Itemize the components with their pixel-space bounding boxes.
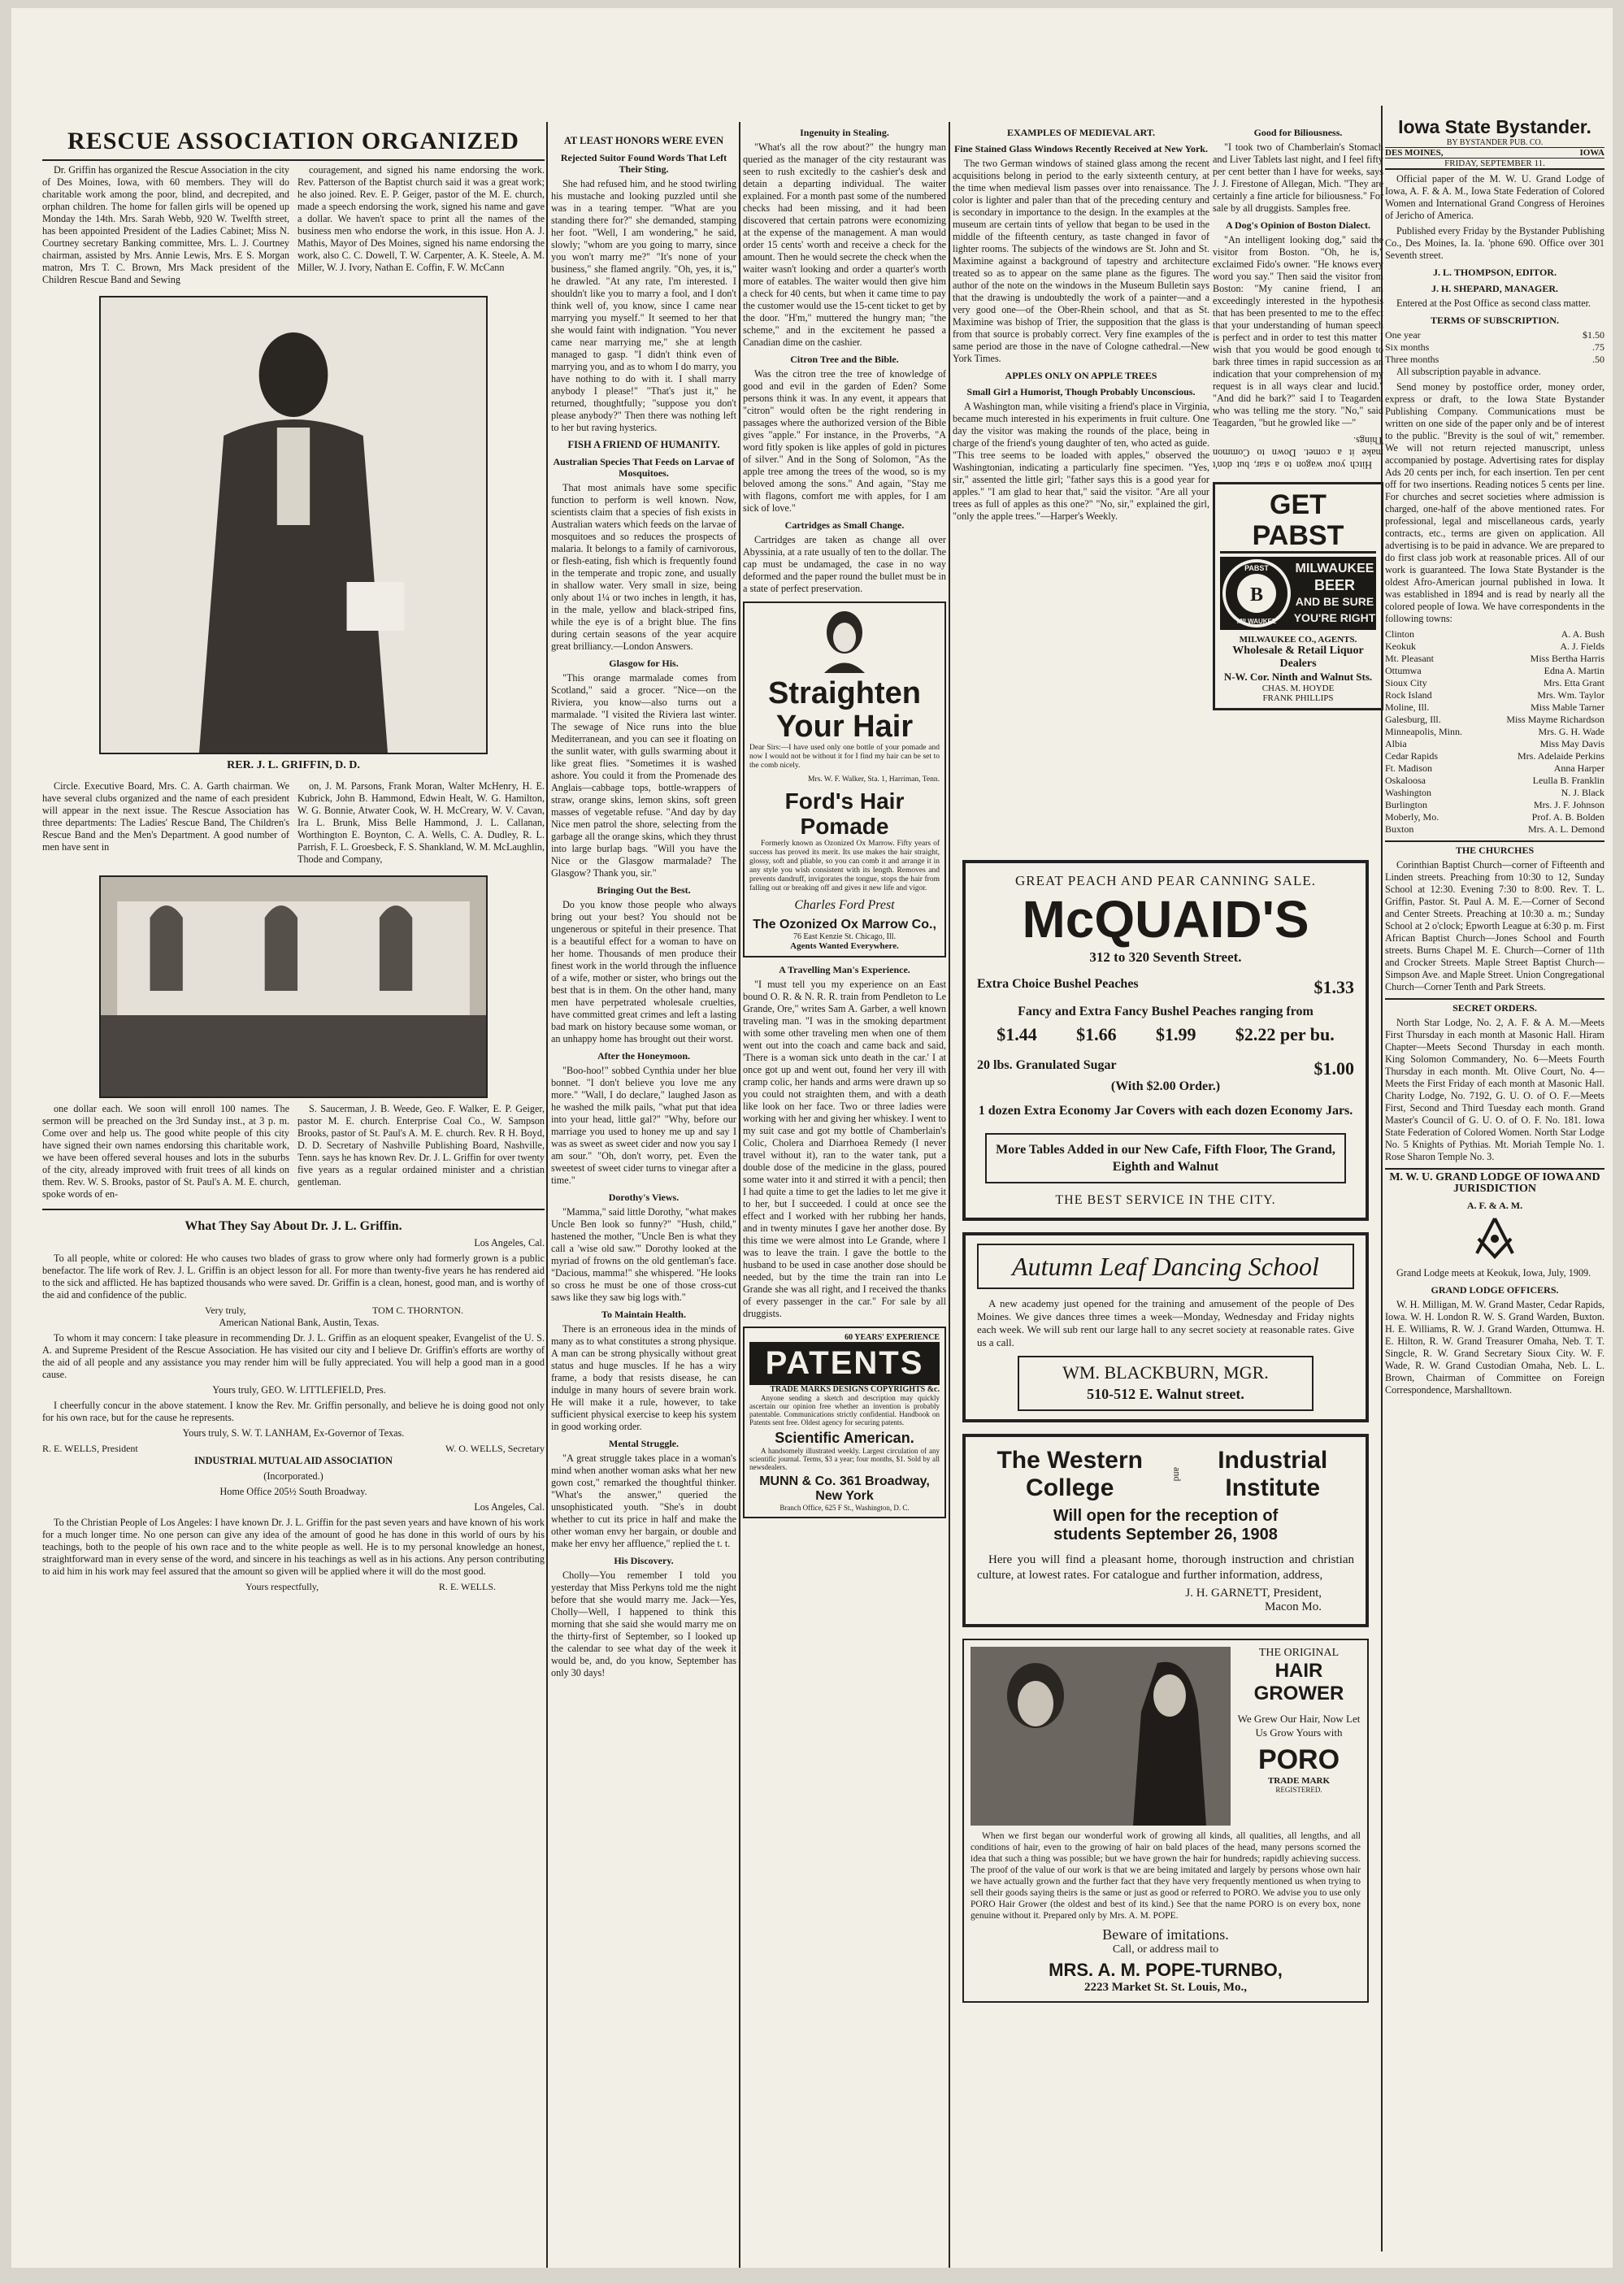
upside-down-text: Hitch your wagon to a star, but don't make it a comet. Down to Common Things. xyxy=(1213,435,1383,471)
rescue-paragraph: S. Saucerman, J. B. Weede, Geo. F. Walker, E. P. Geiger, pastor M. E. church. Enterprise Coal Co., W. Sampson Brooks, pastor of St. Paul's A. M. E. church. Rev. R H. Boyd, D. D. Secretary of Nashville Publishing Board, Nashville, Tenn. says he has known Rev. Dr. J. L. Griffin for over twenty five years as a regular ordained minister and a christian gentleman. xyxy=(297,1103,545,1188)
ad-headline: Straighten xyxy=(768,676,921,710)
masthead-published: Published every Friday by the Bystander Publishing Co., Des Moines, Ia. Ia. 'phone 690. Office over 301 Seventh street. xyxy=(1385,225,1604,261)
correspondent-town: Ft. Madison xyxy=(1385,762,1433,774)
western-title: The Western College and Industrial Institute xyxy=(997,1447,1328,1501)
pabst-agents: MILWAUKEE CO., AGENTS. xyxy=(1239,635,1357,645)
correspondent-town: Burlington xyxy=(1385,799,1428,810)
grand-lodge-meets: Grand Lodge meets at Keokuk, Iowa, July, 1909. xyxy=(1396,1267,1591,1279)
grand-lodge-officers: W. H. Milligan, M. W. Grand Master, Cedar Rapids, Iowa. W. H. London R. W. S. Grand Warden, Buxton. H. E. Williams, R. W. J. Grand Warden, Ottumwa. H. E. Hilton, R. W. Grand Treasurer Omaha, Neb. T. T. Singcle, R. W. Grand Secretary Sioux City. W. F. Wade, R. W. Grand Custodian Omaha, Neb. L. L. Brown, Chairman of Committee on Foreign Correspondence, Marshalltown. xyxy=(1385,1299,1604,1396)
article-heading: Glasgow for His. xyxy=(609,658,679,669)
correspondent-name: Miss Bertha Harris xyxy=(1530,653,1604,664)
column-rule xyxy=(949,122,950,2268)
article-text: "What's all the row about?" the hungry man queried as the manager of the city restaurant was seen to rush excitedly to the cashier's desk and detain a departing individual. The waiter explained. For a month past some of the numbered checks had been missing, and it had been discovered that certain patrons were economizing at the expense of the management. A man would order 15 cents' worth and receive a check for the amount. Then he would secrete the check when the waiter wasn't looking and order a quarter's worth more of eatables. The waiter would then give him a check for 40 cents, but when it came time to pay the customer would use the 15-cent ticket to get by the door. "H'm," muttered the hungry man; "the scheme," and in the excitement he passed a Canadian dime on the cashier. xyxy=(743,141,946,348)
article-text: Cartridges are taken as change all over Abyssinia, at a rate usually of ten to the dollar. The cap must be undamaged, the case in no way deformed and the paper round the bullet must be in a state of perfect preservation. xyxy=(743,534,946,594)
munn-company: MUNN & Co. 361 Broadway, New York xyxy=(759,1474,930,1503)
article-heading: Ingenuity in Stealing. xyxy=(800,127,889,138)
price-row: 1 dozen Extra Economy Jar Covers with each dozen Economy Jars. xyxy=(978,1104,1353,1118)
article-text: That most animals have some specific function to perform is well known. Now, scientists claim that a species of fish exists in Australian waters which feeds on the larvae of mosquitoes and so reduces the prospects of malaria. It belongs to a family of carnivorous, or flesh-eating, fish which is frequently found in the temperate and tropic zone, and usually in shallow water. Very small in size, being only about 1¼ or two inches in length, it has, in the male, yellow and black-striped fins, while the eye is of a bright blue. The fins during certain seasons of the year acquire great brilliancy.—London Answers. xyxy=(551,482,736,652)
correspondent-row xyxy=(1385,640,1604,653)
article-heading: APPLES ONLY ON APPLE TREES xyxy=(1005,370,1157,381)
article-heading: AT LEAST HONORS WERE EVEN xyxy=(563,135,724,146)
poro-registered: REGISTERED. xyxy=(1275,1786,1322,1794)
preacher-portrait-photo xyxy=(99,296,488,754)
correspondent-row xyxy=(1385,750,1604,762)
poro-ad xyxy=(962,1639,1369,2003)
western-president: J. H. GARNETT, President, xyxy=(1185,1587,1322,1600)
correspondent-row xyxy=(1385,714,1604,726)
correspondent-town: Galesburg, Ill. xyxy=(1385,714,1441,725)
church-congregation-photo xyxy=(99,875,488,1098)
ad-company: The Ozonized Ox Marrow Co., xyxy=(753,918,936,931)
masthead-publisher: BY BYSTANDER PUB. CO. xyxy=(1385,138,1604,148)
masthead-column xyxy=(1385,115,1604,1400)
article-heading: FISH A FRIEND OF HUMANITY. xyxy=(567,439,720,450)
masthead-notice: Official paper of the M. W. U. Grand Lodge of Iowa, A. F. & A. M., Iowa State Federation of Colored Women and International Grand Congress of Heroines of Jericho of America. xyxy=(1385,173,1604,221)
correspondent-name: Mrs. Adelaide Perkins xyxy=(1518,750,1604,762)
church-illustration xyxy=(101,877,486,1096)
mcquaids-address: 312 to 320 Seventh Street. xyxy=(1089,949,1242,965)
masonic-emblem xyxy=(1385,1214,1604,1267)
masthead-editor: J. L. THOMPSON, EDITOR. xyxy=(1433,267,1557,278)
pabst-sure: AND BE SURE xyxy=(1295,595,1374,608)
correspondent-name: A. A. Bush xyxy=(1561,628,1604,640)
pabst-ad xyxy=(1213,482,1383,710)
secret-orders-body: North Star Lodge, No. 2, A. F. & A. M.—Meets First Thursday in each month at Masonic Hall. Hiram Chapter—Meets Second Thursday in each month. King Solomon Commandery, No. 6—Meets Fourth Thursday in each month. Mt. Olive Court, No. 4—Meets the First Friday of each month at Masonic Hall. Charity Lodge, No. 7192, G. U. O. of O. F.—Meets First, Second and Third Tuesday each month. Grand Master's Council of G. U. O. of O. F. No. 181. Iowa State Federation of Colored Women. North Star Lodge No. 5 Knights of Pythias. Mt. Moriah Temple No. 1. Rose Sharon Temple No. 3. xyxy=(1385,1017,1604,1162)
article-text: "Boo-hoo!" sobbed Cynthia under her blue bonnet. "I don't believe you love me any more." "Wall, I do declare," laughed Jason as he washed the milk pails, "what put that idea into your head, little gal?" "Why, before our marriage you used to honey me up and say I was as sweet as sweet cider and now you say I am sour." "Oh, don't worry, pet. Even the sweetest of sweet cider turns to vinegar after a time." xyxy=(551,1065,736,1186)
testimonial-signature: Very truly, TOM C. THORNTON. xyxy=(205,1305,463,1316)
correspondent-name: Prof. A. B. Bolden xyxy=(1531,811,1604,823)
poro-beware: Beware of imitations. xyxy=(1102,1926,1229,1943)
price-range: $1.44 $1.66 $1.99 $2.22 per bu. xyxy=(997,1024,1335,1044)
ad-agents: Agents Wanted Everywhere. xyxy=(790,941,899,951)
testimonial-text: To whom it may concern: I take pleasure in recommending Dr. J. L. Griffin as an eloquent speaker, Evangelist of the U. S. A. and Supreme President of the Rescue Association. He has visited our city and I believe Dr. Griffin's efforts are worthy of the aid of all people and any assistance you may render him will be fully appreciated. You will help a good man in a good cause. xyxy=(42,1332,545,1380)
correspondent-name: Mrs. Etta Grant xyxy=(1544,677,1604,688)
patents-ad xyxy=(743,1327,946,1518)
dancing-school-ad xyxy=(962,1232,1369,1422)
scientific-american: Scientific American. xyxy=(775,1430,914,1446)
subscription-body: Send money by postoffice order, money order, express or draft, to the Iowa State Bystander Publishing Company. Communications must be written on one side of the paper only and be of interest to the public. "Brevity is the soul of wit," remember. We will not return rejected manuscript, unless accompanied by postage. Advertising rates for display Ads 20 cents per inch, for each insertion. Ten per cent off for two insertions. Reading notices 5 cents per line. For churches and secret societies where admission is charged, one-half of the above mentioned rates. For professional, legal and miscellaneous cards, yearly contracts, etc., terms are given on application. All advertising is to be paid in advance. We are prepared to do first class job work at reasonable prices. All of our work is guaranteed. The Iowa State Bystander is the oldest Afro-American journal published in Iowa. It was established in 1894 and is read by nearly all the colored people of Iowa. We have correspondents in the following towns: xyxy=(1385,381,1604,624)
pabst-b-circle-logo xyxy=(1220,557,1293,630)
correspondent-name: Miss Mayme Richardson xyxy=(1506,714,1604,725)
testimonial-bank: American National Bank, Austin, Texas. xyxy=(219,1317,380,1328)
correspondent-name: Miss May Davis xyxy=(1539,738,1604,749)
ad-address: 76 East Kenzie St. Chicago, Ill. xyxy=(792,932,897,941)
mcquaids-ad xyxy=(962,860,1369,1221)
correspondent-name: A. J. Fields xyxy=(1560,640,1604,652)
article-heading: Good for Biliousness. xyxy=(1253,127,1343,138)
article-subheading: Australian Species That Feeds on Larvae of Mosquitoes. xyxy=(553,456,735,479)
poro-call: Call, or address mail to xyxy=(1112,1943,1219,1956)
subscription-row: Three months .50 xyxy=(1385,354,1604,365)
correspondent-town: Moline, Ill. xyxy=(1385,701,1430,713)
western-date: students September 26, 1908 xyxy=(1053,1526,1278,1544)
pabst-beer: BEER xyxy=(1314,577,1355,593)
correspondent-row xyxy=(1385,726,1604,738)
ad-letter-signature: Mrs. W. F. Walker, Sta. 1, Harriman, Tenn. xyxy=(808,775,940,784)
correspondent-row xyxy=(1385,701,1604,714)
grand-lodge-sub: A. F. & A. M. xyxy=(1466,1200,1523,1211)
western-body: Here you will find a pleasant home, thorough instruction and christian culture, at lowest rates. For catalogue and further information, address, xyxy=(977,1553,1354,1582)
testimonial-text: I cheerfully concur in the above statement. I know the Rev. Mr. Griffin personally, and believe he is doing good not only for his own race, but for the cause he represents. xyxy=(42,1400,545,1423)
rescue-paragraph: one dollar each. We soon will enroll 100 names. The sermon will be preached on the 3rd Sunday inst., at 3 p. m. Come over and help us. The good white people of this city have signed their own names endorsing this charitable work, we have been offered several houses and lots in the suburbs of the city, already improved with fruit trees of all kinds on them. Rev. W. S. Brooks, pastor of St. Paul's A. M. E. church, spoke words of en- xyxy=(42,1103,289,1200)
pabst-right: YOU'RE RIGHT xyxy=(1293,611,1376,624)
price-note: (With $2.00 Order.) xyxy=(1110,1079,1221,1093)
article-heading: Dorothy's Views. xyxy=(608,1192,680,1203)
mcquaids-header: GREAT PEACH AND PEAR CANNING SALE. xyxy=(1015,873,1316,888)
association-name: INDUSTRIAL MUTUAL AID ASSOCIATION xyxy=(194,1455,393,1466)
newspaper-page xyxy=(11,8,1613,2268)
association-officers: R. E. WELLS, President W. O. WELLS, Secretary xyxy=(42,1443,545,1454)
article-text: Do you know those people who always bring out your best? You should not be ungenerous or spiteful in their presence. That is a beautiful effect for a woman to have on her home. Thousands of men produce their finest work in the world through the influence of a wife, mother or sister, who brings out the best that is in them. On the other hand, many men have perpetrated wholesale cruelties, have committed great crimes and left a lasting bad mark on history because some woman, or an unhappy home has brought out their worst. xyxy=(551,899,736,1044)
article-text: Was the citron tree the tree of knowledge of good and evil in the garden of Eden? Some persons think it was. In any event, it appears that "citron" would often be the right rendering in passages where the authorized version of the Bible gives "apple." For instance, in the Proverbs, "A word fitly spoken is like apples of gold in pictures of silver." And in the Song of Solomon, "As the apple tree among the trees of the wood, so is my beloved among the sons." And again, "Stay me with flagons, comfort me with apples, for I am sick of love." xyxy=(743,368,946,514)
column-rule xyxy=(546,122,548,2268)
svg-text:MILWAUKEE: MILWAUKEE xyxy=(1236,618,1277,625)
ad-description: Formerly known as Ozonized Ox Marrow. Fifty years of success has proved its merit. Its use makes the hair straight, glossy, soft and pliable, so you can comb it and arrange it in any style you wish consistent with its length. Removes and prevents dandruff, invigorates the tongue, stops the hair from falling out or breaking off and gives it new life and vigor. xyxy=(749,840,940,892)
correspondent-row xyxy=(1385,653,1604,665)
article-heading: His Discovery. xyxy=(614,1555,674,1566)
patents-marks: TRADE MARKS DESIGNS COPYRIGHTS &c. xyxy=(770,1385,940,1394)
svg-text:PABST: PABST xyxy=(1244,564,1269,572)
correspondent-name: Mrs. J. F. Johnson xyxy=(1533,799,1604,810)
patents-body: Anyone sending a sketch and description may quickly ascertain our opinion free whether an invention is probably patentable. Communications strictly confidential. Handbook on Patents sent free. Oldest agency for securing patents. xyxy=(749,1394,940,1426)
rescue-paragraph: couragement, and signed his name endorsing the work. Rev. Patterson of the Baptist church said it was a great work; he also joined. Rev. E. P. Geiger, pastor of the M. E. church, made a speech endorsing the work, signed his name and gave a dollar. We haven't space to print all the names of the business men who endorse the work, in this issue. Hon A. J. Mathis, Mayor of Des Moines, signed his name endorsing the work, also C. C. Dowell, T. W. Carpenter, A. K. Steele, A. M. Miller, W. J. Ivory, Nathan E. Coffin, F. W. McCann xyxy=(297,164,545,273)
masthead-date: FRIDAY, SEPTEMBER 11. xyxy=(1385,158,1604,170)
article-text: "An intelligent looking dog," said the visitor from Boston. "Oh, he is," exclaimed Fido's owner. "He knows every word you say." Then said the visitor from Boston: "My canine friend, I am exceedingly interested in the hypothesis that has been presented to me to the effect that your understanding of human speech is perfect and in order to test this matter I wish that you would be good enough to bark three times in rapid succession as an indication that your comprehension of my request is in all ways clear and lucid." "And did he bark?" said I to Teagarden, who was telling me the story. "No," said Teagarden, "but he growled like —" xyxy=(1213,234,1383,428)
pabst-person: FRANK PHILLIPS xyxy=(1262,693,1334,703)
ads-block xyxy=(962,853,1369,2009)
rescue-headline: RESCUE ASSOCIATION ORGANIZED xyxy=(42,127,545,161)
article-subheading: Rejected Suitor Found Words That Left Their Sting. xyxy=(560,152,727,175)
poro-body: When we first began our wonderful work of growing all kinds, all qualities, all lengths, and all conditions of hair, even to the growing of hair on bald places of the head, many persons scorned the idea that such a thing was possible; but we have grown the hair for hundreds; rapidly achieving success. The proof of the value of our work is that we are being imitated and largely by persons whose own hair we have actually grown and the further fact that they have very frequently mentioned us when trying to sell their goods saying theirs is the same or just as good or referred to PORO. We advise you to use only PORO Hair Grower (the oldest and best of its kind.) See that the name PORO is on every box, none genuine without it. Prepared only by Mrs. A. M. POPE. xyxy=(970,1831,1361,1921)
dance-title: Autumn Leaf Dancing School xyxy=(977,1244,1354,1289)
churches-body: Corinthian Baptist Church—corner of Fifteenth and Linden streets. Preaching from 10:30 to 12, Sunday School at 12:30. Evening 7:30 to 8:00. Rev. T. L. Griffin, Pastor. St. Paul A. M. E.—Corner of Second and Center Streets. Preaching at 10:30 a. m.; Sunday School at 2 o'clock; Epworth League at 6:30 p. m. First African Baptist Church—Jones School and Fourth streets. Burns Chapel M. E. Church—Corner of 11th and Crocker Streets. Maple Street Baptist Church—Simpson Ave. and Maple Street. Union Congregational Church—Corner Tenth and Park Streets. xyxy=(1385,859,1604,992)
grand-lodge-officers-heading: GRAND LODGE OFFICERS. xyxy=(1431,1284,1559,1296)
correspondent-name: Mrs. A. L. Demond xyxy=(1528,823,1604,835)
western-city: Macon Mo. xyxy=(1265,1600,1322,1613)
association-inc: (Incorporated.) xyxy=(263,1470,323,1482)
correspondent-town: Buxton xyxy=(1385,823,1414,835)
subscription-row: One year $1.50 xyxy=(1385,329,1604,341)
article-heading: After the Honeymoon. xyxy=(597,1050,691,1062)
ad-signature: Charles Ford Prest xyxy=(794,898,895,912)
poro-name: PORO xyxy=(1257,1744,1340,1775)
association-office: Home Office 205½ South Broadway. xyxy=(219,1486,367,1497)
price-row: 20 lbs. Granulated Sugar $1.00 xyxy=(977,1058,1354,1079)
article-text: There is an erroneous idea in the minds of many as to what constitutes a strong physique. A man can be strong physically without great status and huge muscles. If he has a wiry frame, a body that resists disease, he can indulge in many hours of severe brain work. He will make it a rule, however, to take sufficient physical exercise to keep his system in good working order. xyxy=(551,1323,736,1432)
correspondent-town: Rock Island xyxy=(1385,689,1432,701)
dance-body: A new academy just opened for the training and amusement of the people of Des Moines. We give dances three times a week—Monday, Wednesday and Friday nights each week. We will sub rent our large hall to any secret society at reasonable rates. Give us a call. xyxy=(977,1297,1354,1348)
article-heading: Bringing Out the Best. xyxy=(597,884,691,896)
article-heading: Mental Struggle. xyxy=(609,1438,679,1449)
price-row: Extra Choice Bushel Peaches $1.33 xyxy=(977,977,1354,997)
correspondent-row xyxy=(1385,628,1604,640)
hair-pomade-ad xyxy=(743,601,946,957)
patents-badge: 60 YEARS' EXPERIENCE xyxy=(845,1333,940,1342)
testimonial-signature: Yours truly, GEO. W. LITTLEFIELD, Pres. xyxy=(212,1384,386,1396)
article-subheading: Fine Stained Glass Windows Recently Received at New York. xyxy=(953,143,1209,154)
subscription-row: Six months .75 xyxy=(1385,341,1604,353)
masthead-title: Iowa State Bystander. xyxy=(1398,116,1591,137)
masthead-location: DES MOINES, IOWA xyxy=(1385,148,1604,158)
correspondent-town: Ottumwa xyxy=(1385,665,1422,676)
correspondent-name: Anna Harper xyxy=(1553,762,1604,774)
correspondent-town: Sioux City xyxy=(1385,677,1427,688)
secret-orders-heading: SECRET ORDERS. xyxy=(1385,998,1604,1014)
miscellany-column-2 xyxy=(743,122,946,1525)
subscription-heading: TERMS OF SUBSCRIPTION. xyxy=(1431,315,1559,326)
article-heading: EXAMPLES OF MEDIEVAL ART. xyxy=(1006,127,1156,138)
mcquaids-footer: THE BEST SERVICE IN THE CITY. xyxy=(1055,1193,1276,1207)
column-rule xyxy=(739,122,740,2268)
correspondent-row xyxy=(1385,762,1604,775)
article-text: "This orange marmalade comes from Scotland," said a grocer. "Nice—on the Riviera, you know—also turns out a marmalade. "I visited the Riviera last winter. The sewage of Nice runs into the blue Mediterranean, and you can see it floating on the sunlit water, with gulls swarming about it like great flies. "Sometimes it is washed ashore. You could it from the Promenade des Anglais—cabbage tops, bottle-wrappers of straw, orange skins, lemon skins, soft green masses of vegetable refuse. "And day by day Nice men patrol the shore, selecting from the garbage all the orange skins, which they thrust into large burlap bags. "Will you have the Nice or the Glasgow marmalade? The Glasgow? Thank you, sir." xyxy=(551,672,736,879)
article-text: "I took two of Chamberlain's Stomach and Liver Tablets last night, and I feel fifty per cent better than I have for weeks, says J. J. Firestone of Allegan, Mich. "They are certainly a fine article for biliousness." For sale by all druggists. Samples free. xyxy=(1213,141,1383,214)
portrait-illustration xyxy=(101,297,486,753)
correspondent-name: Edna A. Martin xyxy=(1544,665,1604,676)
ad-product: Pomade xyxy=(800,814,889,839)
correspondent-town: Minneapolis, Minn. xyxy=(1385,726,1462,737)
ad-product: Ford's Hair xyxy=(784,788,905,814)
correspondent-town: Mt. Pleasant xyxy=(1385,653,1434,664)
correspondents-list xyxy=(1385,628,1604,836)
churches-heading: THE CHURCHES xyxy=(1385,840,1604,856)
article-heading: A Dog's Opinion of Boston Dialect. xyxy=(1225,219,1371,231)
ad-headline: Your Hair xyxy=(775,710,914,744)
rescue-paragraph: Dr. Griffin has organized the Rescue Association in the city of Des Moines, Iowa, with 60 members. They will do charitable work among the poor, blind, and decrepited, and orphan children. The home for fallen girls will be opened up Monday the 14th. Mrs. Sarah Webb, 920 W. Twelfth street, has been appointed President of the Ladies Cabinet; Miss N. Courtney secretary Banking committee, Mrs. L. J. Courtney chairman, assisted by Mrs. Annie Lewis, Mrs. E S. Morgan matron, Mrs T. C. Brown, Mrs Mack president of the Children Rescue Band and Sewing xyxy=(42,164,289,285)
correspondent-row xyxy=(1385,665,1604,677)
rescue-paragraph: Circle. Executive Board, Mrs. C. A. Garth chairman. We have several clubs organized and the name of each president will appear in the next issue. The Rescue Association has three departments: The Ladies' Rescue Band, The Children's Rescue Band and the Men's Department. A good number of men have sent in xyxy=(42,780,289,853)
svg-text:B: B xyxy=(1249,584,1264,606)
pabst-dealer: Wholesale & Retail Liquor Dealers xyxy=(1232,645,1364,670)
correspondent-name: N. J. Black xyxy=(1561,787,1604,798)
article-text: Cholly—You remember I told you yesterday that Miss Perkyns told me the night before that she would marry me. Jack—Yes, Cholly—Well, I happened to think this morning that she said she would marry me on the thirty-first of September, so I looked up the calendar to see what day of the week it would be, and, do you know, September has only 30 days! xyxy=(551,1570,736,1678)
article-text: "A great struggle takes place in a woman's mind when another woman asks what her new gown cost," remarked the thoughtful thinker. "What's the answer," queried the unsophisticated youth. "She's in doubt whether to cut its price in half and make the other woman envy her bargain, or double and make her envy her affluence," replied the t. t. xyxy=(551,1452,736,1549)
ad-letter: Dear Sirs:—I have used only one bottle of your pomade and now I would not be without it for I find my hair can be set to the comb nicely. xyxy=(749,744,940,770)
poro-address: 2223 Market St. St. Louis, Mo., xyxy=(1084,1981,1247,1994)
correspondent-row xyxy=(1385,738,1604,750)
article-text: "Mamma," said little Dorothy, "what makes Uncle Ben look so funny?" "Hush, child," hastened the mother, "Uncle Ben is what they call a 'wise old saw.'" Dorothy looked at the myriad of frowns on the old gentleman's face. "Dacious, mamma!" she whispered. "He looks so cross he must be one of those cross-cut saws like they saw big logs with." xyxy=(551,1206,736,1303)
article-heading: A Travelling Man's Experience. xyxy=(779,964,910,975)
testimonial-text: To the Christian People of Los Angeles: I have known Dr. J. L. Griffin for the past seven years and have known of his work for a much longer time. No one person can give any idea of the amount of good he has done in this world of ours by his teachings, both to the people of his own race and to the white people as well. He is to my personal knowledge an honest, straightforward man in every sense of the word, and sincere in his teachings as well as in his actions. Any person contributing to aid him in his work may feel assured that the amount so given will be applied where it will do the most good. xyxy=(42,1517,545,1577)
price-row: Fancy and Extra Fancy Bushel Peaches ranging from xyxy=(1018,1005,1314,1018)
cafe-notice: More Tables Added in our New Cafe, Fifth Floor, The Grand, Eighth and Walnut xyxy=(985,1133,1346,1183)
western-open: Will open for the reception of xyxy=(1053,1507,1279,1525)
article-heading: Citron Tree and the Bible. xyxy=(790,354,899,365)
grand-lodge-heading: M. W. U. GRAND LODGE OF IOWA AND JURISDICTION xyxy=(1385,1168,1604,1195)
article-heading: Cartridges as Small Change. xyxy=(784,519,905,531)
pabst-address: N-W. Cor. Ninth and Walnut Sts. xyxy=(1223,671,1373,683)
article-heading: To Maintain Health. xyxy=(601,1309,686,1320)
testimonials-section xyxy=(42,1209,545,1593)
correspondent-row xyxy=(1385,811,1604,823)
correspondent-town: Albia xyxy=(1385,738,1407,749)
correspondent-name: Leulla B. Franklin xyxy=(1532,775,1604,786)
dance-manager: WM. BLACKBURN, MGR. 510-512 E. Walnut street. xyxy=(1018,1356,1314,1411)
masthead-manager: J. H. SHEPARD, MANAGER. xyxy=(1431,283,1559,294)
poro-original: THE ORIGINAL xyxy=(1258,1647,1340,1659)
correspondent-row xyxy=(1385,799,1604,811)
correspondent-town: Oskaloosa xyxy=(1385,775,1426,786)
correspondent-row xyxy=(1385,775,1604,787)
correspondent-row xyxy=(1385,689,1604,701)
testimonial-text: To all people, white or colored: He who causes two blades of grass to grow where only had formerly grown is a public benefactor. The life work of Rev. J. L. Griffin is an object lesson for all. For more than twenty-five years he has rendered aid to the sick and afflicted. He has baptized thousands who were saved. Dr. Griffin is a clean, honest, good man, and is worthy of the aid and confidence of the public. xyxy=(42,1253,545,1300)
poro-trademark: TRADE MARK xyxy=(1267,1776,1331,1786)
rescue-paragraph: on, J. M. Parsons, Frank Moran, Walter McHenry, H. E. Kubrick, John B. Hammond, Edwin Healt, W. G. Hamilton, W. G. Bonnie, Atwater Cook, W. H. McCreary, W. V. Cavan, Ira L. Brunk, Miss Belle Hammond, J. L. Callanan, Worthington E. Boynton, C. A. Wells, C. A. Dudley, R. L. Parrish, F. L. Groesbeck, F. S. Shankland, W. M. McLaughlin, Thode and Company, xyxy=(297,780,545,865)
woman-long-hair-photo xyxy=(970,1647,1231,1826)
correspondent-town: Clinton xyxy=(1385,628,1415,640)
correspondent-town: Moberly, Mo. xyxy=(1385,811,1439,823)
subscription-note: All subscription payable in advance. xyxy=(1396,366,1541,377)
western-college-ad xyxy=(962,1434,1369,1627)
correspondent-name: Miss Mable Tarner xyxy=(1531,701,1604,713)
square-and-compass-icon xyxy=(1470,1214,1519,1263)
pabst-headline: GET PABST xyxy=(1220,489,1376,554)
mcquaids-name: McQUAID'S xyxy=(1022,890,1309,949)
article-text: A Washington man, while visiting a friend's place in Virginia, became much interested in his experiments in fruit culture. One day the visitor was making the rounds of the place, being in charge of the friend's young daughter of ten, who acted as guide. "This tree seems to be loaded with apples," observed the Washingtonian, indicating a particularly fine specimen. "Yes, sir," assented the little girl; "father says this is a good year for apples." "I am glad to hear that," said the visitor. "Are all your trees as full of apples as this one?" "No, sir," explained the girl, "only the apple trees."—Harper's Weekly. xyxy=(953,401,1209,522)
portrait-caption: RER. J. L. GRIFFIN, D. D. xyxy=(227,759,360,771)
miscellany-column xyxy=(551,130,736,1683)
sci-body: A handsomely illustrated weekly. Largest circulation of any scientific journal. Terms, $3 a year; four months, $1. Sold by all newsdealers. xyxy=(749,1447,940,1471)
correspondent-row xyxy=(1385,787,1604,799)
small-items-column xyxy=(1213,122,1383,837)
testimonials-heading: What They Say About Dr. J. L. Griffin. xyxy=(185,1219,402,1233)
poro-title: HAIR GROWER xyxy=(1253,1660,1344,1704)
correspondent-name: Mrs. G. H. Wade xyxy=(1538,726,1604,737)
correspondent-row xyxy=(1385,823,1604,836)
poro-mrs: MRS. A. M. POPE-TURNBO, xyxy=(1049,1960,1283,1980)
testimonial-city: Los Angeles, Cal. xyxy=(474,1501,545,1513)
patents-title: PATENTS xyxy=(749,1342,940,1385)
article-subheading: Small Girl a Humorist, Though Probably Unconscious. xyxy=(966,386,1196,397)
correspondent-town: Washington xyxy=(1385,787,1432,798)
munn-branch: Branch Office, 625 F St., Washington, D. C. xyxy=(779,1504,910,1512)
masthead-entered: Entered at the Post Office as second class matter. xyxy=(1396,297,1591,309)
correspondent-row xyxy=(1385,677,1604,689)
art-and-ads-column xyxy=(953,122,1209,526)
correspondent-town: Keokuk xyxy=(1385,640,1416,652)
testimonial-city: Los Angeles, Cal. xyxy=(474,1237,545,1248)
testimonial-signature: Yours truly, S. W. T. LANHAM, Ex-Governor of Texas. xyxy=(182,1427,405,1439)
correspondent-town: Cedar Rapids xyxy=(1385,750,1438,762)
rescue-article-column xyxy=(42,122,545,1593)
woman-portrait-illustration xyxy=(816,608,873,673)
poro-slogan: We Grew Our Hair, Now Let Us Grow Yours with xyxy=(1237,1713,1361,1739)
article-text: She had refused him, and he stood twirling his mustache and looking puzzled until she was in a tearing temper. "What are you standing there for?" she demanded, stamping her foot. "Well, I am wondering," he said, slowly; "whom are you going to marry, since you won't marry me?" "It's none of your business," she flamed angrily. "Oh, yes, it is," he drawled. "At any rate, I'm interested. I shouldn't like you to marry a fool, and I don't think well of, you know, since I came near marrying you myself." It seemed to her that she would faint with indignation. "You never came near marrying me," she at length managed to gasp. "I didn't think even of marrying you, and as to whom I do marry, you have nothing to do with it. I shall marry anybody I please!" "That's just it," he returned, thoughtfully; "suppose you don't please anybody?" Then there was nothing left to her but raving hysterics. xyxy=(551,178,736,433)
pabst-milwaukee: MILWAUKEE xyxy=(1295,562,1374,575)
testimonial-signature: Yours respectfully, R. E. WELLS. xyxy=(245,1581,496,1592)
pabst-person: CHAS. M. HOYDE xyxy=(1261,684,1335,693)
article-text: The two German windows of stained glass among the recent acquisitions belong in period to the early sixteenth century, at the time when medieval lism passes over into renaissance. The color is lighter and paler than that of the preceding century and is secondary in importance to the design. In the examples at the museum are certain tints of yellow that began to be used in the middle of the fifteenth century, as taste changed in favor of lighter rooms. The subjects of the windows are St. John and St. Maximine against a background of tapestry and architecture treated so as to appear on the same plane as the figures. The author of the note on the windows in the Museum Bulletin says that the drawing is undoubtedly the work of a painter—and a very good one—of the Ober-Rhein school, and that as St. Maximine was bishop of Trier, the supposition that the glass is from that source is probably correct. Very fine examples of the same period are those in the nave of Cologne cathedral.—New York Times. xyxy=(953,158,1209,364)
article-text: "I must tell you my experience on an East bound O. R. & N. R. R. train from Pendleton to Le Grande, Ore," writes Sam A. Garber, a well known traveling man. "I was in the smoking department with some other traveling men when one of them went out into the coach and came back and said, 'There is a woman sick unto death in the car.' I at once got up and went out, found her very ill with cramp colic, her hands and arms were drawn up so you could not straighten them, and with a death like look on her face. Two or three ladies were working with her and giving her whiskey. I went to my suit case and got my bottle of Chamberlain's Colic, Cholera and Diarrhoea Remedy (I never travel without it), ran to the water tank, put a double dose of the medicine in the glass, poured some water into it and stirred it with a pencil; then I had quite a time to get the ladies to let me give it to her, but I succeeded. I could at once see the effect and I worked with her rubbing her hands, and in twenty minutes I gave her another dose. By this time we were almost into Le Grande, where I was to leave the train. I gave the bottle to the husband to be used in case another dose should be needed, but by the time the train ran into Le Grande she was all right, and I received the thanks of every passenger in the car." For sale by all druggists. xyxy=(743,979,946,1319)
correspondent-name: Mrs. Wm. Taylor xyxy=(1537,689,1604,701)
